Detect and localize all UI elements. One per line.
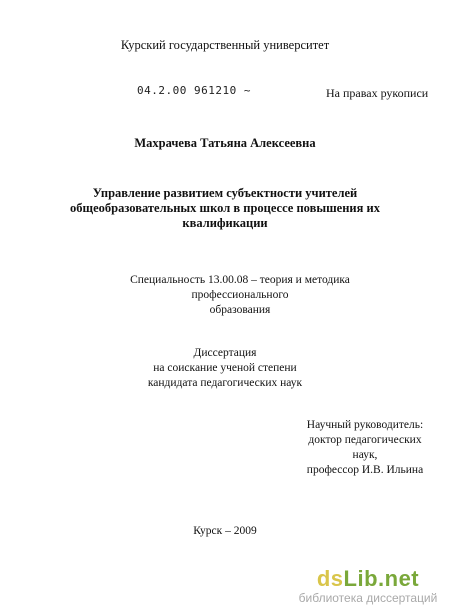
supervisor-line: профессор И.В. Ильина [306,464,424,476]
author-name: Махрачева Татьяна Алексеевна [134,136,316,150]
dissertation-title [60,186,390,231]
watermark-subtitle: библиотека диссертаций [298,591,438,605]
specialty-line: образования [209,304,271,316]
specialty-line: Специальность 13.00.08 – теория и методика профессионального [130,274,350,301]
manuscript-rights-note: На правах рукописи [326,86,429,100]
title-line: общеобразовательных школ в процессе повышения их [70,201,380,215]
title-line: Управление развитием субъектности учителей [92,186,358,200]
logo-part2: Lib.net [343,566,420,591]
university-name: Курский государственный университет [120,38,330,52]
dslib-logo [290,567,446,591]
city-year: Курск – 2009 [193,525,257,537]
dissertation-degree [140,346,310,391]
logo-part1: ds [316,566,344,591]
supervisor-line: Научный руководитель: [306,419,424,431]
title-line: квалификации [182,216,268,230]
dslib-watermark [290,567,446,605]
degree-line: на соискание ученой степени [153,362,297,374]
supervisor-block [300,418,430,478]
registration-code: 04.2.00 961210 ~ [137,84,251,97]
supervisor-line: доктор педагогических наук, [308,434,422,461]
degree-line: Диссертация [193,347,257,359]
specialty [90,273,390,318]
degree-line: кандидата педагогических наук [147,377,303,389]
